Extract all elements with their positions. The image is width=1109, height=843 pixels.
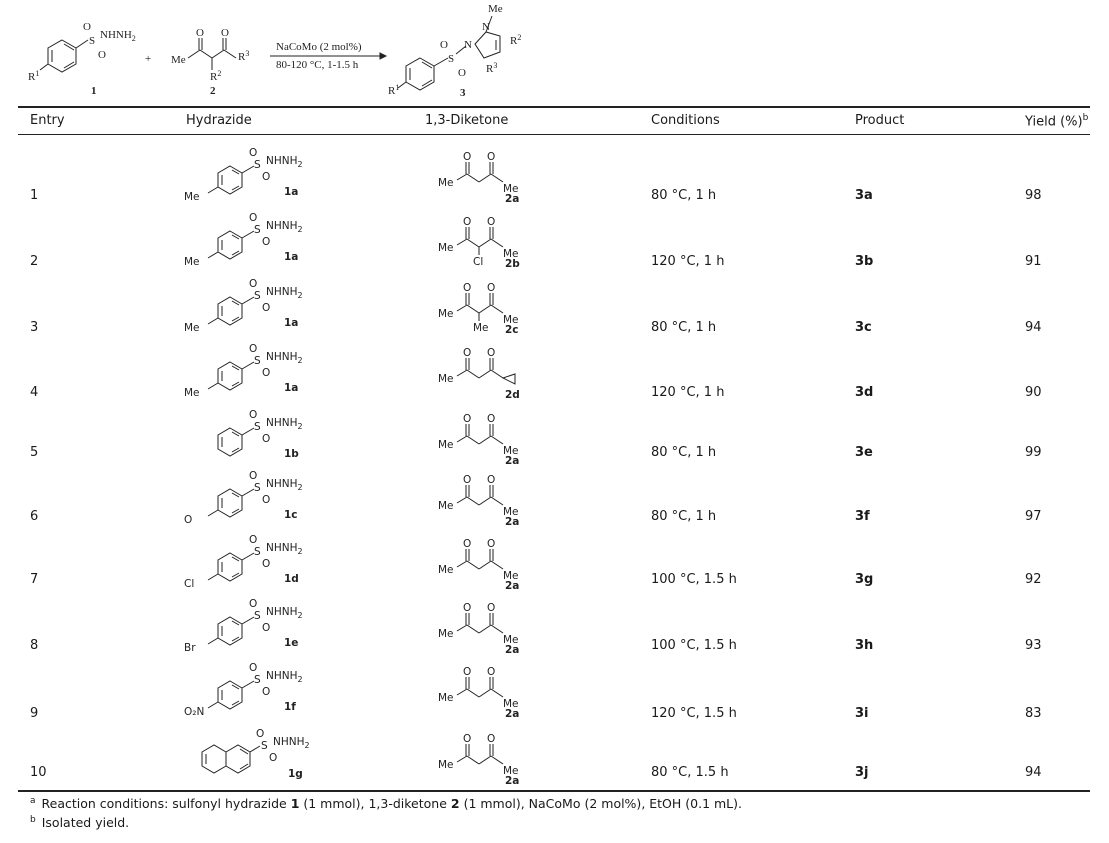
o-atom: O — [83, 21, 91, 33]
n-atom: N — [482, 21, 490, 33]
conditions-cell: 80 °C, 1 h — [651, 509, 717, 524]
nhnh2-group: $NHNH_2$ — [266, 286, 303, 300]
hydrazide-label: 1f — [284, 701, 296, 713]
me-label: Me — [438, 500, 454, 512]
diketone-structure — [435, 655, 555, 721]
me-label: Me — [503, 634, 519, 646]
product-cell: 3a — [855, 188, 873, 203]
entry-cell: 5 — [30, 445, 39, 460]
entry-cell: 1 — [30, 188, 39, 203]
r3-label: $R^3$ — [238, 49, 250, 63]
diketone-structure — [435, 402, 555, 468]
me-label: Me — [438, 242, 454, 254]
me-label: Me — [503, 248, 519, 260]
hydrazide-structure — [180, 140, 350, 206]
me-label: Me — [488, 3, 503, 15]
me-label: Me — [503, 314, 519, 326]
hydrazide-structure — [180, 271, 350, 337]
nhnh2-group: $NHNH_2$ — [266, 478, 303, 492]
header-diketone: 1,3-Diketone — [425, 113, 509, 128]
product-cell: 3g — [855, 572, 874, 587]
o-atom: O — [249, 147, 258, 159]
product-cell: 3h — [855, 638, 874, 653]
s-atom: S — [254, 224, 261, 236]
conditions-cell: 80 °C, 1 h — [651, 445, 717, 460]
o-atom: O — [262, 558, 271, 570]
me-label: Me — [171, 54, 186, 66]
o-atom: O — [463, 538, 472, 550]
yield-cell: 93 — [1025, 638, 1042, 653]
o-atom: O — [249, 598, 258, 610]
compound-1-label: 1 — [91, 85, 97, 97]
yield-cell: 90 — [1025, 385, 1042, 400]
hydrazide-structure — [180, 402, 350, 468]
header-hydrazide: Hydrazide — [186, 113, 252, 128]
substituent-label: O — [184, 514, 193, 526]
diketone-structure — [435, 527, 555, 593]
nhnh2-group: $NHNH_2$ — [266, 542, 303, 556]
o-atom: O — [487, 413, 496, 425]
hydrazide-structure — [180, 205, 350, 271]
substituent-label: Me — [473, 322, 489, 334]
header-entry: Entry — [30, 113, 65, 128]
diketone-label: 2a — [505, 516, 520, 528]
conditions-cell: 120 °C, 1 h — [651, 254, 725, 269]
o-atom: O — [487, 474, 496, 486]
diketone-label: 2a — [505, 580, 520, 592]
s-atom: S — [261, 740, 268, 752]
hydrazide-label: 1b — [284, 448, 299, 460]
s-atom: S — [254, 546, 261, 558]
o-atom: O — [262, 622, 271, 634]
entry-cell: 2 — [30, 254, 39, 269]
yield-cell: 91 — [1025, 254, 1042, 269]
entry-cell: 10 — [30, 765, 47, 780]
hydrazide-label: 1a — [284, 251, 299, 263]
o-atom: O — [262, 302, 271, 314]
entry-cell: 4 — [30, 385, 39, 400]
arrow-condition-top: NaCoMo (2 mol%) — [276, 41, 362, 53]
s-atom: S — [448, 53, 455, 65]
s-atom: S — [254, 482, 261, 494]
hydrazide-label: 1d — [284, 573, 299, 585]
o-atom: O — [487, 538, 496, 550]
o-atom: O — [440, 39, 448, 51]
yield-cell: 99 — [1025, 445, 1042, 460]
compound-2-label: 2 — [210, 85, 216, 97]
table-header-rule — [18, 134, 1090, 135]
substituent-label: O₂N — [184, 706, 205, 718]
me-label: Me — [503, 765, 519, 777]
product-cell: 3e — [855, 445, 873, 460]
s-atom: S — [89, 35, 96, 47]
o-atom: O — [221, 27, 229, 39]
conditions-cell: 120 °C, 1.5 h — [651, 706, 737, 721]
yield-cell: 94 — [1025, 320, 1042, 335]
o-atom: O — [487, 151, 496, 163]
reagent-1-structure — [28, 21, 136, 97]
o-atom: O — [487, 216, 496, 228]
conditions-cell: 80 °C, 1 h — [651, 320, 717, 335]
o-atom: O — [487, 282, 496, 294]
header-conditions: Conditions — [651, 113, 720, 128]
me-label: Me — [438, 177, 454, 189]
yield-cell: 97 — [1025, 509, 1042, 524]
nhnh2-group: $NHNH_2$ — [266, 670, 303, 684]
me-label: Me — [503, 183, 519, 195]
hydrazide-structure — [180, 463, 350, 529]
hydrazide-label: 1a — [284, 317, 299, 329]
o-atom: O — [487, 666, 496, 678]
o-atom: O — [249, 212, 258, 224]
hydrazide-structure — [180, 591, 350, 657]
o-atom: O — [249, 470, 258, 482]
product-cell: 3c — [855, 320, 872, 335]
diketone-label: 2a — [505, 644, 520, 656]
diketone-label: 2d — [505, 389, 520, 401]
hydrazide-label: 1c — [284, 509, 298, 521]
diketone-label: 2c — [505, 324, 519, 336]
o-atom: O — [487, 733, 496, 745]
hydrazide-structure — [180, 336, 350, 402]
product-cell: 3i — [855, 706, 869, 721]
substituent-label: Cl — [184, 578, 195, 590]
substituent-label: Me — [184, 256, 200, 268]
conditions-cell: 100 °C, 1.5 h — [651, 572, 737, 587]
arrow-condition-bottom: 80-120 °C, 1-1.5 h — [276, 59, 359, 71]
o-atom: O — [262, 433, 271, 445]
diketone-structure — [435, 140, 555, 206]
s-atom: S — [254, 674, 261, 686]
o-atom: O — [458, 67, 466, 79]
substituent-label: Br — [184, 642, 196, 654]
hydrazide-label: 1g — [288, 768, 303, 780]
hydrazide-structure — [180, 527, 350, 593]
o-atom: O — [463, 216, 472, 228]
o-atom: O — [487, 347, 496, 359]
me-label: Me — [503, 506, 519, 518]
diketone-label: 2a — [505, 193, 520, 205]
o-atom: O — [463, 733, 472, 745]
compound-3-label: 3 — [460, 87, 466, 99]
yield-cell: 98 — [1025, 188, 1042, 203]
product-cell: 3d — [855, 385, 874, 400]
hydrazide-label: 1e — [284, 637, 299, 649]
diketone-structure — [435, 591, 555, 657]
table-bottom-rule — [18, 790, 1090, 792]
me-label: Me — [438, 564, 454, 576]
s-atom: S — [254, 355, 261, 367]
o-atom: O — [249, 662, 258, 674]
s-atom: S — [254, 290, 261, 302]
table-top-rule — [18, 106, 1090, 108]
entry-cell: 7 — [30, 572, 39, 587]
r2-label: $R^2$ — [510, 33, 522, 47]
o-atom: O — [463, 151, 472, 163]
s-atom: S — [254, 421, 261, 433]
o-atom: O — [249, 534, 258, 546]
entry-cell: 6 — [30, 509, 39, 524]
me-label: Me — [503, 445, 519, 457]
entry-cell: 9 — [30, 706, 39, 721]
diketone-structure — [435, 271, 555, 337]
conditions-cell: 80 °C, 1.5 h — [651, 765, 729, 780]
me-label: Me — [438, 759, 454, 771]
entry-cell: 3 — [30, 320, 39, 335]
nhnh2-group: $NHNH_2$ — [266, 351, 303, 365]
nhnh2-group: $NHNH_2$ — [266, 606, 303, 620]
diketone-label: 2a — [505, 455, 520, 467]
o-atom: O — [463, 413, 472, 425]
r1-label: $R^1$ — [388, 83, 400, 97]
diketone-structure — [435, 722, 555, 788]
yield-cell: 92 — [1025, 572, 1042, 587]
o-atom: O — [269, 752, 278, 764]
header-yield: Yield (%)$^b$ — [1025, 113, 1089, 130]
footnote-b: $^b$ Isolated yield. — [30, 815, 130, 831]
substituent-label: Me — [184, 387, 200, 399]
me-label: Me — [438, 692, 454, 704]
product-structure — [388, 3, 521, 99]
diketone-label: 2a — [505, 775, 520, 787]
o-atom: O — [249, 343, 258, 355]
me-label: Me — [438, 373, 454, 385]
diketone-label: 2a — [505, 708, 520, 720]
substituent-label: Me — [184, 191, 200, 203]
me-label: Me — [438, 628, 454, 640]
o-atom: O — [487, 602, 496, 614]
o-atom: O — [249, 409, 258, 421]
o-atom: O — [463, 666, 472, 678]
nhnh2-group: $NHNH_2$ — [273, 736, 310, 750]
o-atom: O — [98, 49, 106, 61]
o-atom: O — [262, 494, 271, 506]
s-atom: S — [254, 159, 261, 171]
me-label: Me — [438, 439, 454, 451]
o-atom: O — [463, 474, 472, 486]
conditions-cell: 100 °C, 1.5 h — [651, 638, 737, 653]
diketone-structure — [435, 336, 555, 402]
s-atom: S — [254, 610, 261, 622]
hydrazide-structure — [180, 655, 350, 721]
r2-label: $R^2$ — [210, 69, 222, 83]
me-label: Me — [503, 698, 519, 710]
r3-label: $R^3$ — [486, 61, 498, 75]
r1-label: $R^1$ — [28, 69, 40, 83]
substituent-label: Cl — [473, 256, 484, 268]
o-atom: O — [256, 728, 265, 740]
o-atom: O — [463, 602, 472, 614]
me-label: Me — [503, 570, 519, 582]
o-atom: O — [249, 278, 258, 290]
o-atom: O — [463, 347, 472, 359]
o-atom: O — [196, 27, 204, 39]
entry-cell: 8 — [30, 638, 39, 653]
reaction-scheme — [0, 0, 1109, 108]
product-cell: 3j — [855, 765, 869, 780]
yield-cell: 83 — [1025, 706, 1042, 721]
o-atom: O — [262, 236, 271, 248]
o-atom: O — [262, 367, 271, 379]
o-atom: O — [262, 686, 271, 698]
footnote-a: $^a$ Reaction conditions: sulfonyl hydrazide 1 (1 mmol), 1,3-diketone 2 (1 mmol), NaCoMo (2 mol%), EtOH (0.1 mL). — [30, 796, 742, 812]
product-cell: 3b — [855, 254, 874, 269]
me-label: Me — [438, 308, 454, 320]
diketone-structure — [435, 205, 555, 271]
header-product: Product — [855, 113, 905, 128]
yield-cell: 94 — [1025, 765, 1042, 780]
hydrazide-structure — [180, 722, 350, 788]
group-text: $NHNH_2$ — [100, 29, 136, 43]
n-atom: N — [464, 39, 472, 51]
nhnh2-group: $NHNH_2$ — [266, 220, 303, 234]
conditions-cell: 120 °C, 1 h — [651, 385, 725, 400]
diketone-structure — [435, 463, 555, 529]
reagent-2-structure — [171, 27, 249, 97]
plus-sign: + — [145, 53, 152, 65]
nhnh2-group: $NHNH_2$ — [266, 417, 303, 431]
o-atom: O — [262, 171, 271, 183]
product-cell: 3f — [855, 509, 870, 524]
o-atom: O — [463, 282, 472, 294]
diketone-label: 2b — [505, 258, 520, 270]
hydrazide-label: 1a — [284, 382, 299, 394]
reaction-arrow — [270, 41, 386, 71]
substituent-label: Me — [184, 322, 200, 334]
hydrazide-label: 1a — [284, 186, 299, 198]
conditions-cell: 80 °C, 1 h — [651, 188, 717, 203]
nhnh2-group: $NHNH_2$ — [266, 155, 303, 169]
